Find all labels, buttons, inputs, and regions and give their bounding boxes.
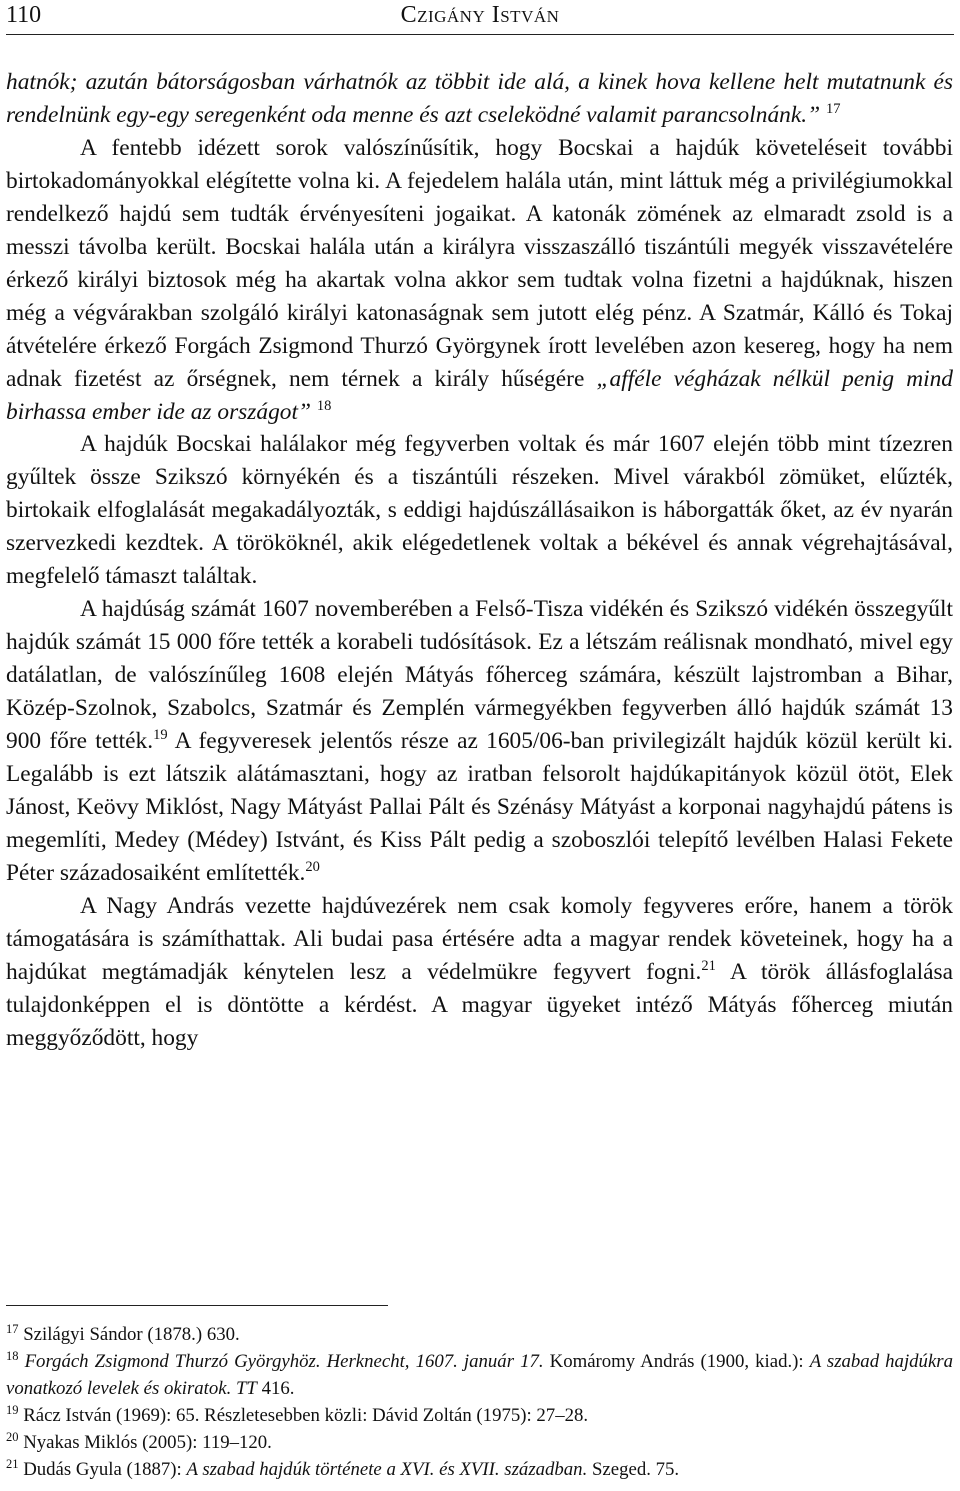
footnote-number: 18	[6, 1349, 19, 1363]
footnote-number: 17	[6, 1322, 19, 1336]
footnote-21	[6, 1456, 953, 1483]
footnote-text-2: 416.	[261, 1378, 295, 1399]
paragraph-4-text-a: A Nagy András vezette hajdúvezérek nem csak komoly fegyveres erőre, hanem a török támogatására is számíthattak. Ali budai pasa értésére adta a magyar rendek követeinek, hogy ha a hajdúkat megtámadják kénytelen lesz a védelmükre fegyvert fogni.	[6, 892, 953, 985]
footnote-ref-20: 20	[305, 858, 320, 875]
footnote-ref-19: 19	[153, 727, 168, 744]
footnote-text: Dudás Gyula (1887):	[23, 1459, 182, 1480]
footnote-ref-21: 21	[701, 957, 716, 974]
paragraph-1	[6, 132, 953, 429]
footnote-text: Komáromy András (1900, kiad.):	[549, 1351, 804, 1372]
quoted-letter-text: hatnók; azután bátorságosban várhatnók az többit ide alá, a kinek hova kellene helt mutatnunk és rendelnünk egy-egy seregenként oda menne és azt cseleködné valamit parancsolnánk.	[6, 69, 953, 128]
quote-open-mark: „	[596, 365, 610, 392]
footnote-number: 20	[6, 1430, 19, 1444]
footnote-text-italic-2: A szabad hajdúkra vonatkozó levelek és okiratok. TT	[6, 1351, 953, 1399]
footnote-ref-18: 18	[316, 397, 332, 414]
footnotes	[6, 1321, 953, 1483]
paragraph-1-text: A fentebb idézett sorok valószínűsítik, hogy Bocskai a hajdúk követeléseit további birtokadományokkal elégítette volna ki. A fejedelem halála után, mint láttuk még a privilégiumokkal rendelkező hajdú sem tudták érvényesíteni jogaikat. A katonák zömének az elmaradt zsold is a messzi távolba került. Bocskai halála után a királyra visszaszálló tiszántúli megyék visszavételére érkező királyi biztosok még ha akartak volna akkor sem tudtak volna fizetni a hajdúknak, hiszen még a végvárakban szolgáló királyi katonaságnak sem jutott elég pénz. A Szatmár, Kálló és Tokaj átvételére érkező Forgách Zsigmond Thurzó Györgynek írott levelében azon kesereg, hogy ha nem adnak fizetést az őrségnek, nem térnek a király hűségére	[6, 134, 953, 392]
footnote-ref-17: 17	[825, 100, 841, 117]
footnote-separator	[6, 1305, 388, 1306]
footnote-18	[6, 1348, 953, 1402]
paragraph-3-text-a: A hajdúság számát 1607 novemberében a Felső-Tisza vidékén és Szikszó vidékén összegyűlt hajdúk számát 15 000 főre tették a korabeli tudósítások. Ez a létszám reálisnak mondható, mivel egy datálatlan, de valószínűleg 1608 elején Mátyás főherceg számára, készült lajstromban a Bihar, Közép-Szolnok, Szabolcs, Szatmár és Zemplén vármegyékben fegyverben álló hajdúk számát 13 900 főre tették.	[6, 596, 953, 755]
paragraph-4-text-b: A török állásfoglalása tulajdonképpen el is döntötte a kérdést. A magyar ügyeket intéző Mátyás főherceg miután meggyőződött, hogy	[6, 958, 953, 1051]
footnote-20	[6, 1429, 953, 1456]
quote-close-mark: ”	[807, 101, 821, 128]
paragraph-3	[6, 593, 953, 890]
body-text	[6, 66, 953, 1055]
footnote-text-2: Szeged. 75.	[591, 1459, 680, 1480]
footnote-19	[6, 1402, 953, 1429]
quote-close-mark-2: ”	[297, 398, 311, 425]
footnote-text: Rácz István (1969): 65. Részletesebben közli: Dávid Zoltán (1975): 27–28.	[23, 1405, 589, 1426]
footnote-text-italic: A szabad hajdúk története a XVI. és XVII. században.	[186, 1459, 588, 1480]
footnote-17	[6, 1321, 953, 1348]
paragraph-2: A hajdúk Bocskai halálakor még fegyverben voltak és már 1607 elején több mint tízezren gyűltek össze Szikszó környékén és a tiszántúli részeken. Mivel várakból zömüket, elűzték, birtokaik elfoglalását megakadályozták, s eddigi hajdúszállásaikon is háborgatták őket, az év nyarán szervezkedi kezdtek. A törököknél, akik elégedetlenek voltak a békével és annak végrehajtásával, megfelelő támaszt találtak.	[6, 431, 953, 590]
footnote-number: 19	[6, 1403, 19, 1417]
paragraph-4	[6, 890, 953, 1055]
running-head: Czigány István	[400, 2, 560, 28]
paragraph-3-text-b: A fegyveresek jelentős része az 1605/06-ban privilegizált hajdúk közül került ki. Legalább is ezt látszik alátámasztani, hogy az iratban felsorolt hajdúkapitányok közül ötöt, Elek Jánost, Keövy Miklóst, Nagy Mátyást Pallai Pált és Szénásy Mátyást a korponai nagyhajdú pátens is megemlíti, Medey (Médey) Istvánt, és Kiss Pált pedig a szoboszlói telepítő levélben Halasi Fekete Péter századosaiként említették.	[6, 728, 953, 886]
quote-paragraph	[6, 66, 953, 132]
forgach-quote: afféle végházak nélkül penig mind birhassa ember ide az országot	[6, 365, 953, 425]
footnote-number: 21	[6, 1457, 19, 1471]
footnote-text: Szilágyi Sándor (1878.) 630.	[23, 1324, 240, 1345]
page-number: 110	[6, 2, 42, 28]
footnote-text-italic: Forgách Zsigmond Thurzó Györgyhöz. Herknecht, 1607. január 17.	[24, 1351, 544, 1372]
page-header	[6, 0, 954, 35]
footnote-text: Nyakas Miklós (2005): 119–120.	[23, 1432, 272, 1453]
